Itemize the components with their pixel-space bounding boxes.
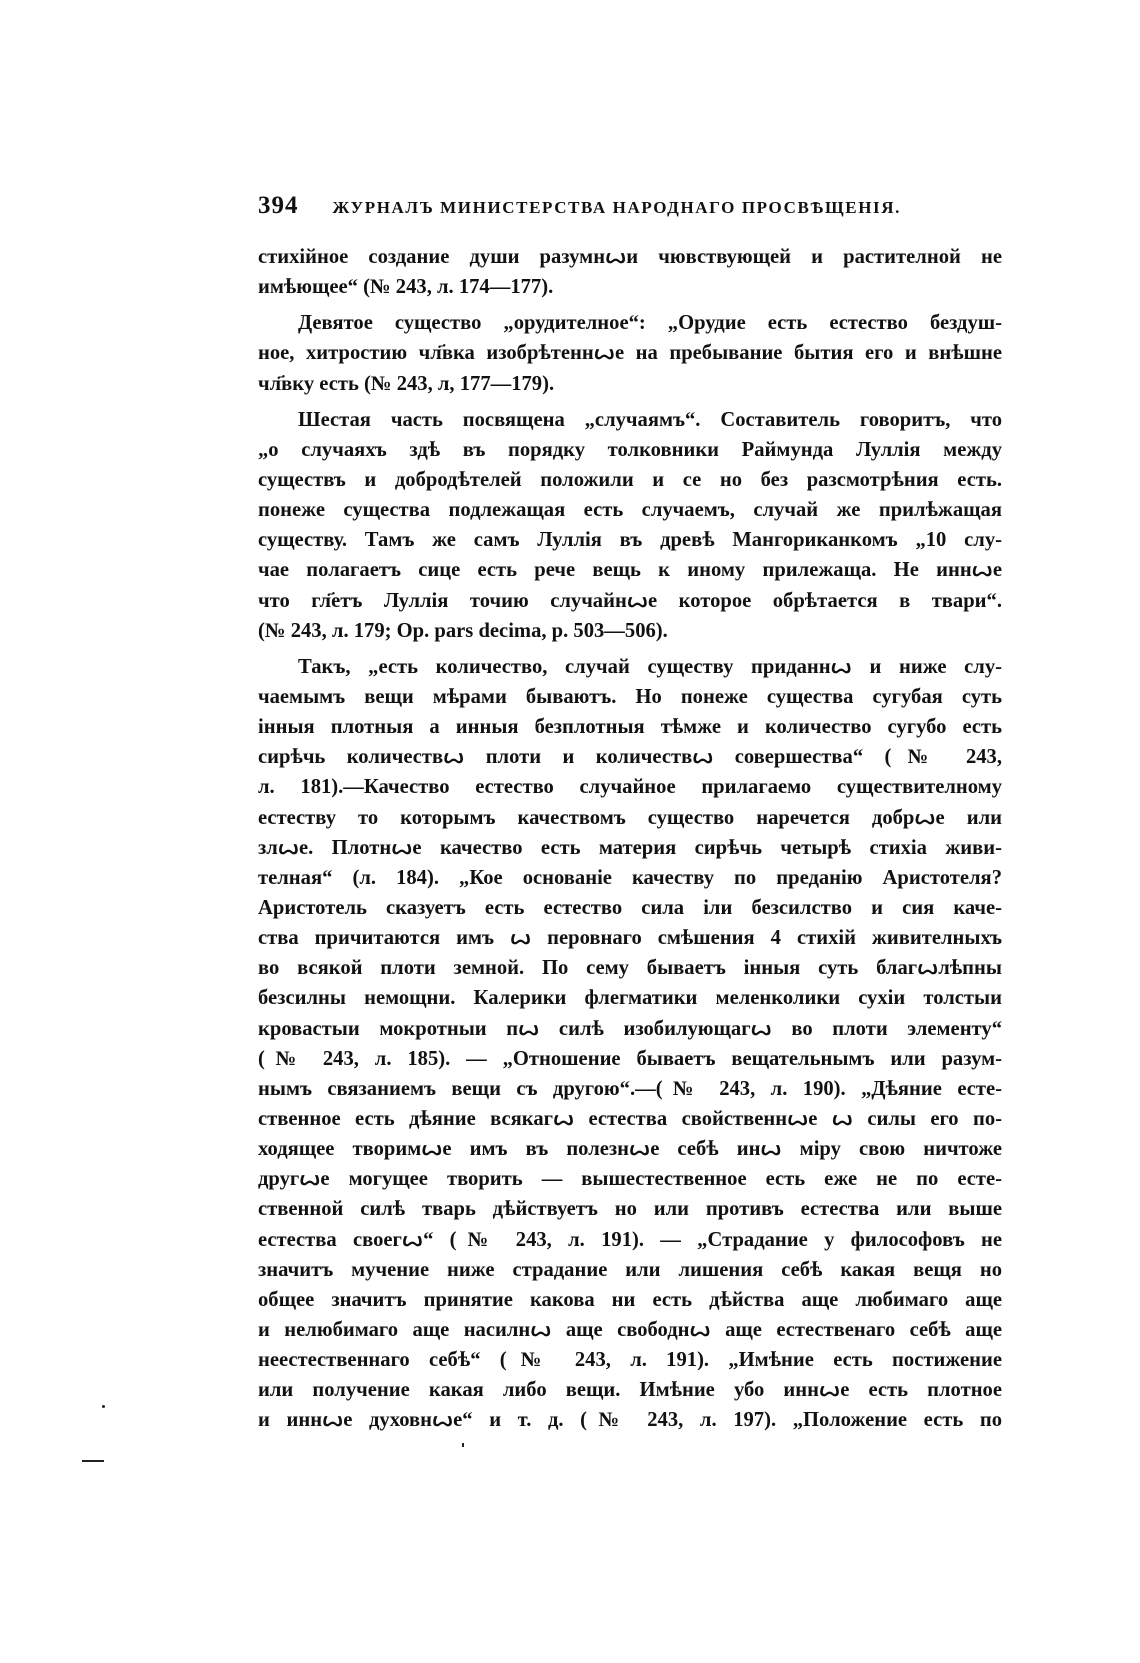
text-line: „о случаяхъ здѣ въ порядку толковники Раймунда Луллія между	[258, 438, 1002, 461]
text-line: что гл҃етъ Луллія точию случайнꙍе которое обрѣтается в твари“.	[258, 589, 1002, 612]
text-line: нымъ связаниемъ вещи съ другою“.—(№ 243, л. 190). „Дѣяние есте-	[258, 1077, 1002, 1100]
text-line: л. 181).—Качество естество случайное прилагаемо существителному	[258, 776, 1002, 799]
text-line: чл҃вку есть (№ 243, л, 177—179).	[258, 372, 555, 395]
text-line: ственной силѣ тварь дѣйствуетъ но или противъ естества или выше	[258, 1198, 1002, 1221]
text-line: значитъ мучение ниже страдание или лишения себѣ какая вещя но	[258, 1258, 1002, 1281]
text-line: естеству то которымъ качествомъ существо наречется добрꙍе или	[258, 806, 1002, 829]
text-line: Аристотель сказуетъ есть естество сила іли безсилство и сия каче-	[258, 896, 1002, 919]
text-line: ходящее творимꙍе имъ въ полезнꙍе себѣ инꙍ міру свою ничтоже	[258, 1138, 1002, 1161]
text-line: кровастыи мокротныи пꙍ силѣ изобилующагꙍ во плоти элементу“	[258, 1017, 1002, 1040]
text-line: во всякой плоти земной. По сему бываетъ інныя суть благꙍлѣпны	[258, 957, 1002, 980]
scan-speck	[102, 1405, 105, 1408]
page-number: 394	[258, 192, 299, 219]
text-line: (№ 243, л. 179; Op. pars decima, p. 503—506).	[258, 619, 668, 642]
text-line: ственное есть дѣяние всякагꙍ естества свойственнꙍе ꙍ силы его по-	[258, 1107, 1002, 1130]
text-line: понеже существа подлежащая есть случаемъ, случай же прилѣжащая	[258, 499, 1002, 522]
text-line: ное, хитростию чл҃вка изобрѣтеннꙍе на пребывание бытия его и внѣшне	[258, 342, 1002, 365]
text-line: сирѣчь количествꙍ плоти и количествꙍ совершества“ (№ 243,	[258, 746, 1002, 769]
body-text	[258, 242, 1002, 1435]
scan-speck	[462, 1443, 464, 1447]
text-line: другꙍе могущее творить — вышестественное есть еже не по есте-	[258, 1168, 1002, 1191]
text-line: общее значитъ принятие какова ни есть дѣйства аще любимаго аще	[258, 1288, 1002, 1311]
text-line: чае полагаетъ сице есть рече вещь к иному прилежаща. Не иннꙍе	[258, 559, 1002, 582]
text-line: Девятое существо „орудителное“: „Орудие есть естество бездуш-	[298, 312, 1002, 335]
text-line: злꙍе. Плотнꙍе качество есть материя сирѣчь четырѣ стихіа живи-	[258, 836, 1002, 859]
text-line: стихійное создание души разумнꙍи чювствующей и растителной не	[258, 246, 1002, 268]
text-line: существъ и добродѣтелей положили и се но без разсмотрѣния есть.	[258, 468, 1002, 491]
text-line: существу. Тамъ же самъ Луллія въ древѣ Мангориканкомъ „10 слу-	[258, 529, 1002, 552]
text-line: Шестая часть посвящена „случаямъ“. Составитель говоритъ, что	[298, 408, 1002, 431]
running-head	[258, 192, 1003, 228]
text-line: чаемымъ вещи мѣрами бываютъ. Но понеже существа сугубая суть	[258, 685, 1002, 708]
text-line: інныя плотныя а инныя безплотныя тѣмже и количество сугубо есть	[258, 716, 1002, 739]
text-line: имѣющее“ (№ 243, л. 174—177).	[258, 276, 554, 299]
text-line: (№ 243, л. 185). — „Отношение бываетъ вещательнымъ или разум-	[258, 1047, 1002, 1070]
text-line: и иннꙍе духовнꙍе“ и т. д. (№ 243, л. 197). „Положение есть по	[258, 1409, 1002, 1432]
text-line: Такъ, „есть количество, случай существу приданнꙍ и ниже слу-	[298, 655, 1002, 678]
journal-title: ЖУРНАЛЪ МИНИСТЕРСТВА НАРОДНАГО ПРОСВѢЩЕНІЯ.	[332, 198, 901, 217]
text-line: неестественнаго себѣ“ (№ 243, л. 191). „Имѣние есть постижение	[258, 1349, 1002, 1372]
text-line: телная“ (л. 184). „Кое основаніе качеству по преданію Аристотеля?	[258, 866, 1002, 889]
text-line: безсилны немощни. Калерики флегматики меленколики сухіи толстыи	[258, 987, 1002, 1010]
scan-dash-mark	[82, 1460, 104, 1462]
text-line: естества своегꙍ“ (№ 243, л. 191). — „Страдание у философовъ не	[258, 1228, 1002, 1251]
text-line: и нелюбимаго аще насилнꙍ аще свободнꙍ аще естественаго себѣ аще	[258, 1318, 1002, 1341]
text-line: ства причитаются имъ ꙍ перовнаго смѣшения 4 стихій живителныхъ	[258, 927, 1002, 950]
text-line: или получение какая либо вещи. Имѣние убо иннꙍе есть плотное	[258, 1379, 1002, 1402]
